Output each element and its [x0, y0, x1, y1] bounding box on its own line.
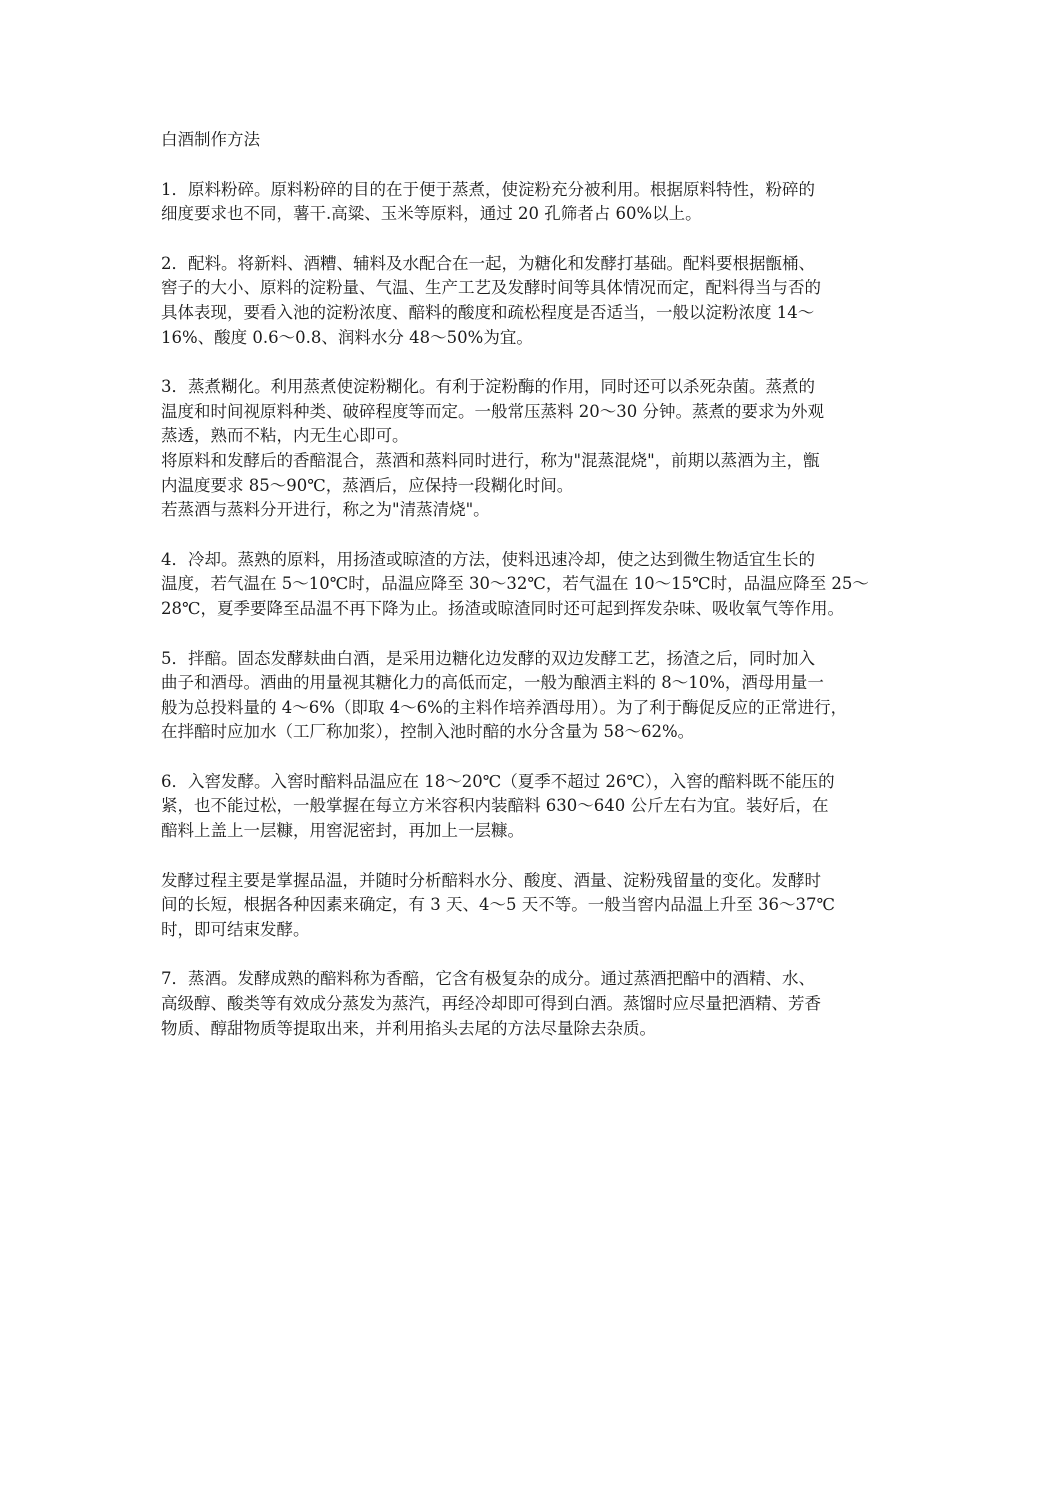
- paragraph-3-steaming: [161, 375, 896, 523]
- document-title: 白酒制作方法: [161, 130, 260, 149]
- paragraph-line: 1．原料粉碎。原料粉碎的目的在于便于蒸煮，使淀粉充分被利用。根据原料特性，粉碎的: [161, 179, 815, 199]
- paragraph-7-distillation: [161, 967, 896, 1041]
- paragraph-line: 时，即可结束发酵。: [161, 919, 310, 939]
- paragraph-line: 内温度要求 85～90℃，蒸酒后，应保持一段糊化时间。: [161, 475, 574, 495]
- paragraph-line: 发酵过程主要是掌握品温，并随时分析醅料水分、酸度、酒量、淀粉残留量的变化。发酵时: [161, 870, 821, 890]
- paragraph-line: 间的长短，根据各种因素来确定，有 3 天、4～5 天不等。一般当窖内品温上升至 36～37℃: [161, 895, 835, 915]
- paragraph-line: 醅料上盖上一层糠，用窖泥密封，再加上一层糠。: [161, 821, 524, 841]
- paragraph-line: 16%、酸度 0.6～0.8、润料水分 48～50%为宜。: [161, 327, 533, 347]
- paragraph-line: 高级醇、酸类等有效成分蒸发为蒸汽，再经冷却即可得到白酒。蒸馏时应尽量把酒精、芳香: [161, 994, 821, 1014]
- paragraph-line: 若蒸酒与蒸料分开进行，称之为"清蒸清烧"。: [161, 500, 490, 520]
- paragraph-line: 温度和时间视原料种类、破碎程度等而定。一般常压蒸料 20～30 分钟。蒸煮的要求为外观: [161, 401, 824, 421]
- document-body: [161, 128, 896, 1066]
- paragraph-line: 7．蒸酒。发酵成熟的醅料称为香醅，它含有极复杂的成分。通过蒸酒把醅中的酒精、水、: [161, 969, 815, 989]
- paragraph-1-raw-material-crushing: [161, 178, 896, 227]
- paragraph-line: 28℃，夏季要降至品温不再下降为止。扬渣或晾渣同时还可起到挥发杂味、吸收氧气等作用。: [161, 598, 844, 618]
- paragraph-2-ingredients: [161, 252, 896, 350]
- paragraph-line: 在拌醅时应加水（工厂称加浆），控制入池时醅的水分含量为 58～62%。: [161, 722, 695, 742]
- paragraph-line: 窖子的大小、原料的淀粉量、气温、生产工艺及发酵时间等具体情况而定，配料得当与否的: [161, 278, 821, 298]
- paragraph-line: 具体表现，要看入池的淀粉浓度、醅料的酸度和疏松程度是否适当，一般以淀粉浓度 14～: [161, 302, 815, 322]
- paragraph-6-cellar-fermentation: [161, 770, 896, 844]
- paragraph-line: 将原料和发酵后的香醅混合，蒸酒和蒸料同时进行，称为"混蒸混烧"，前期以蒸酒为主，甑: [161, 450, 820, 470]
- paragraph-line: 紧，也不能过松，一般掌握在每立方米容积内装醅料 630～640 公斤左右为宜。装好后，在: [161, 796, 829, 816]
- paragraph-line: 细度要求也不同，薯干.高粱、玉米等原料，通过 20 孔筛者占 60%以上。: [161, 204, 702, 224]
- paragraph-fermentation-process: [161, 869, 896, 943]
- paragraph-line: 5．拌醅。固态发酵麸曲白酒，是采用边糖化边发酵的双边发酵工艺，扬渣之后，同时加入: [161, 648, 815, 668]
- paragraph-line: 曲子和酒母。酒曲的用量视其糖化力的高低而定，一般为酿酒主料的 8～10%，酒母用量一: [161, 673, 824, 693]
- paragraph-line: 6．入窖发酵。入窖时醅料品温应在 18～20℃（夏季不超过 26℃），入窖的醅料既不能压的: [161, 771, 835, 791]
- paragraph-line: 4．冷却。蒸熟的原料，用扬渣或晾渣的方法，使料迅速冷却，使之达到微生物适宜生长的: [161, 549, 815, 569]
- paragraph-5-mixing: [161, 647, 896, 745]
- paragraph-4-cooling: [161, 548, 896, 622]
- paragraph-line: 物质、醇甜物质等提取出来，并利用掐头去尾的方法尽量除去杂质。: [161, 1018, 656, 1038]
- paragraph-line: 温度，若气温在 5～10℃时，品温应降至 30～32℃，若气温在 10～15℃时，品温应降至 25～: [161, 574, 869, 594]
- paragraph-line: 2．配料。将新料、酒糟、辅料及水配合在一起，为糖化和发酵打基础。配料要根据甑桶、: [161, 253, 815, 273]
- paragraph-line: 蒸透，熟而不粘，内无生心即可。: [161, 426, 409, 446]
- paragraph-line: 般为总投料量的 4～6%（即取 4～6%的主料作培养酒母用）。为了利于酶促反应的正常进行，: [161, 697, 848, 717]
- paragraph-line: 3．蒸煮糊化。利用蒸煮使淀粉糊化。有利于淀粉酶的作用，同时还可以杀死杂菌。蒸煮的: [161, 377, 815, 397]
